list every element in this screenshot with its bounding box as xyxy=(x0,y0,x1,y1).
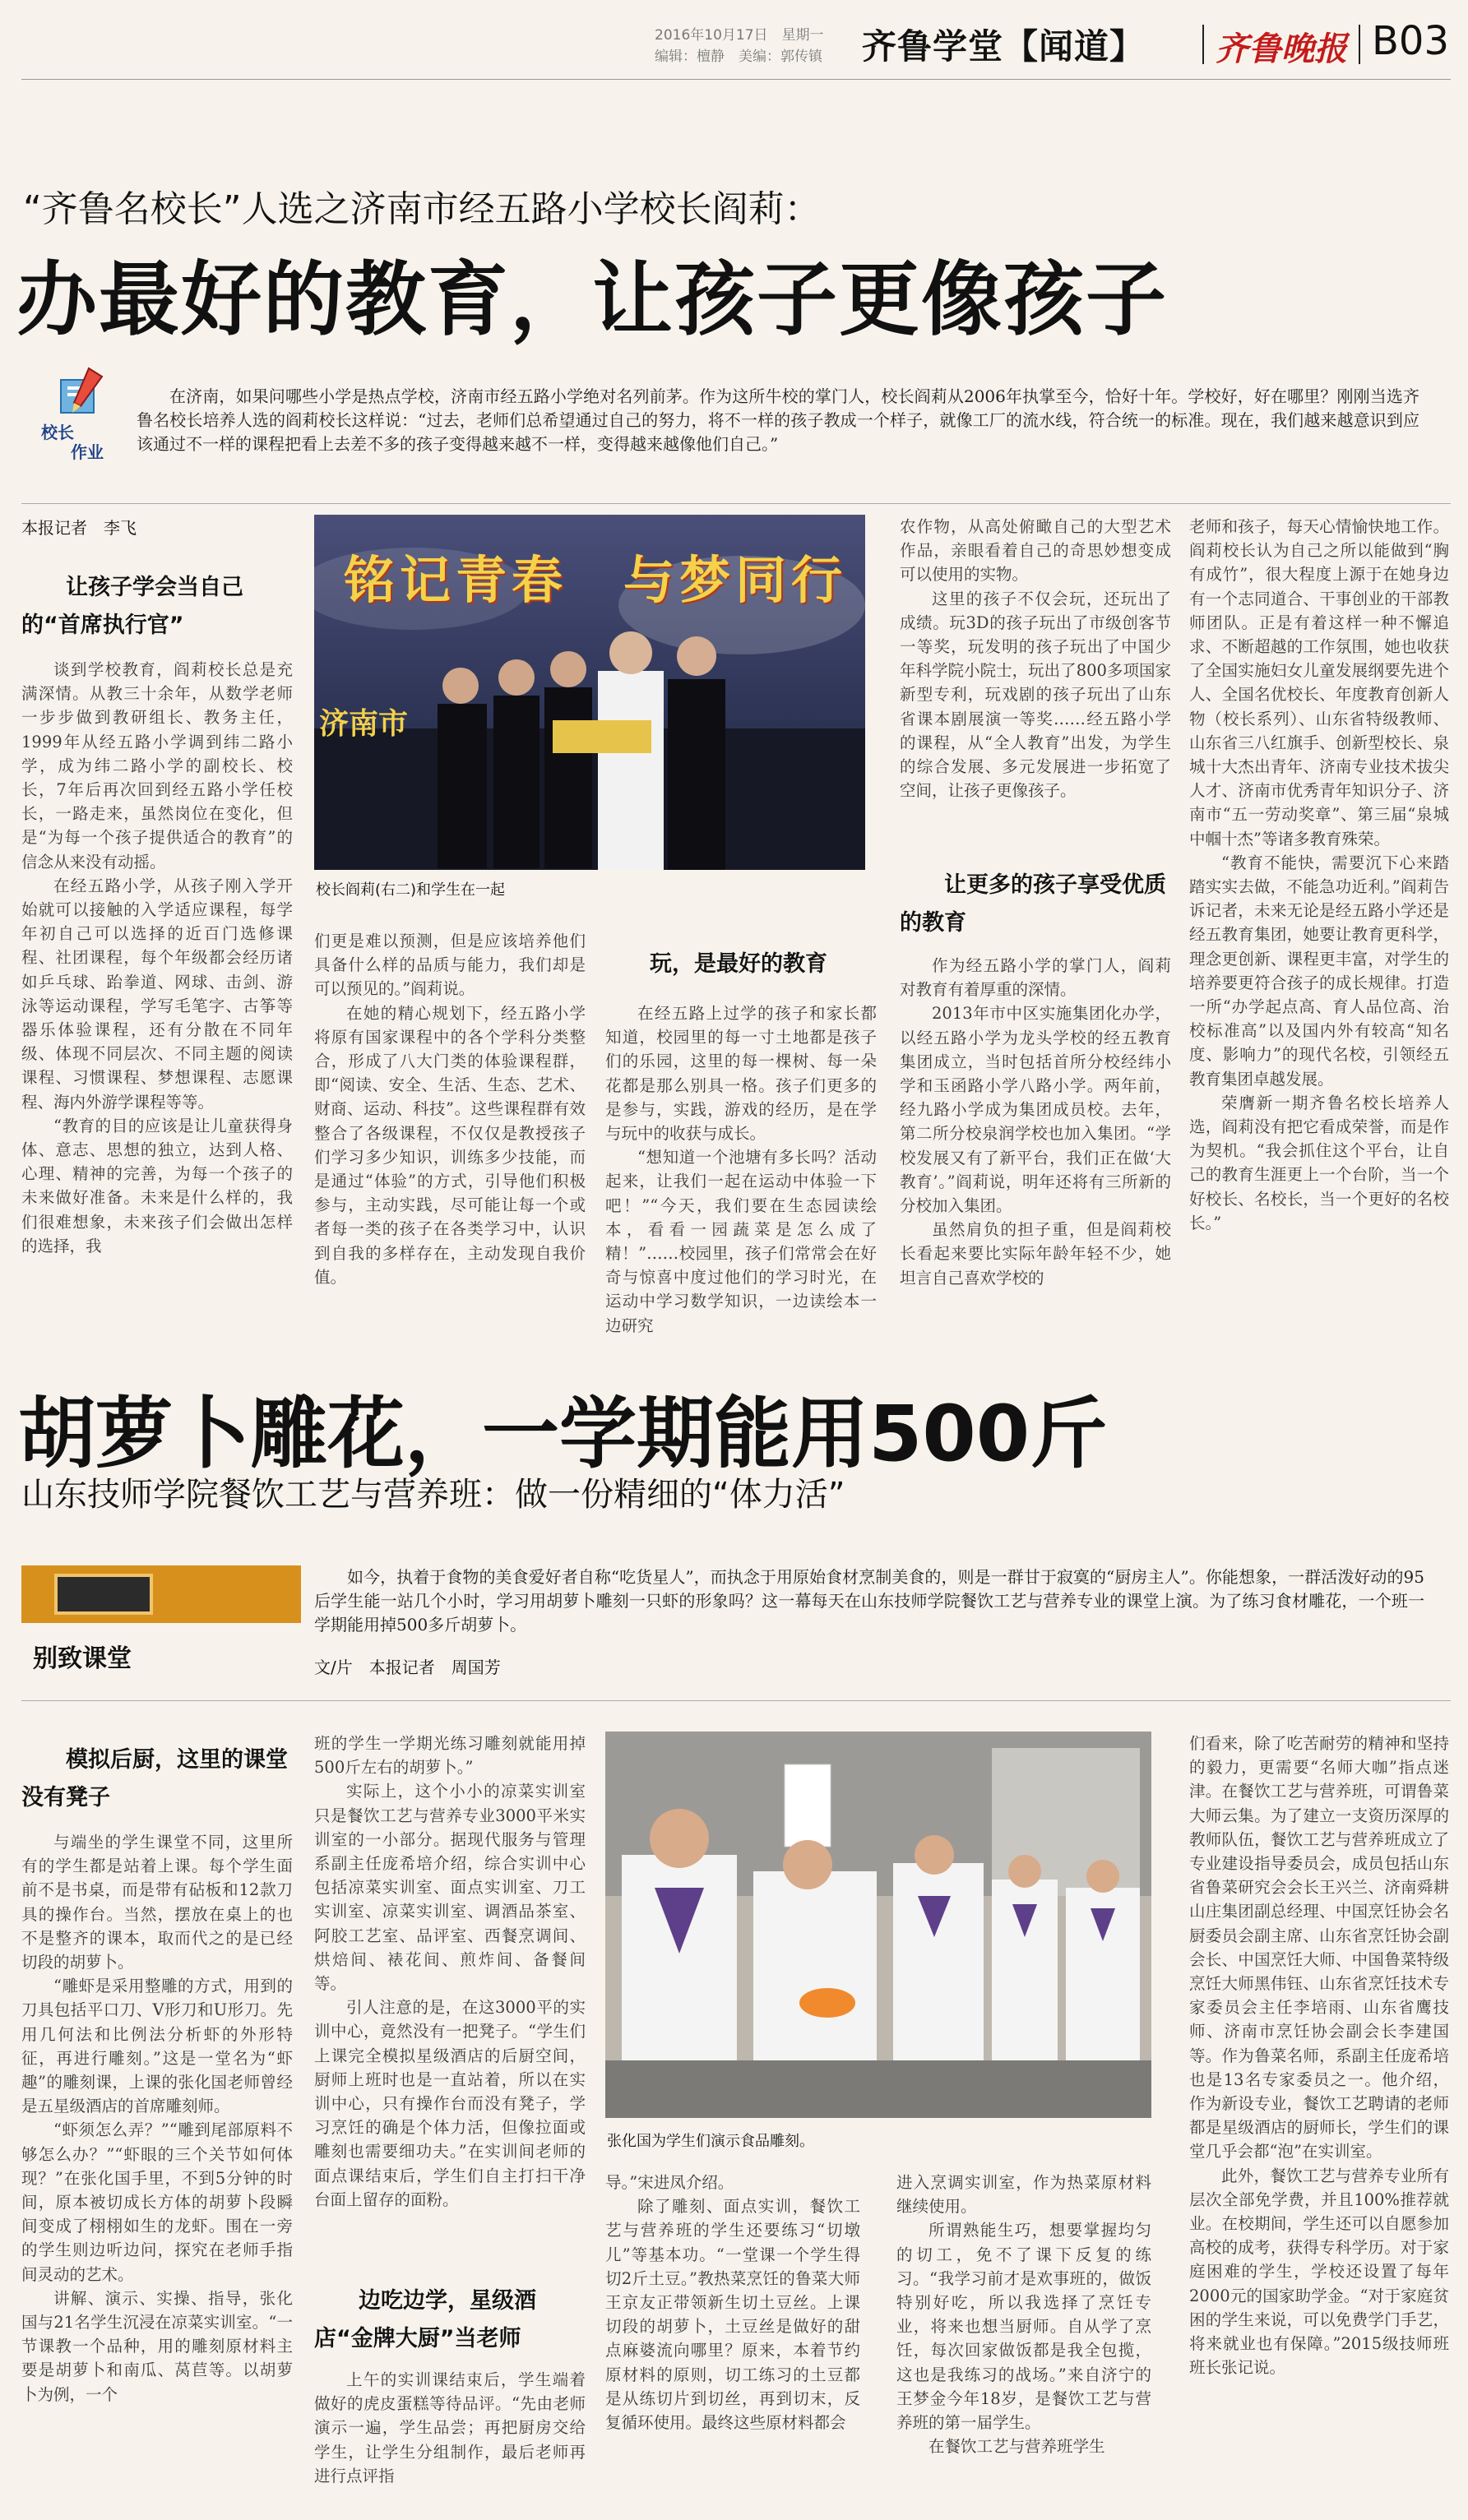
paragraph: 所谓熟能生巧，想要掌握均匀的切工，免不了课下反复的练习。“我学习前才是欢事班的，做饭特别好吃，所以我选择了烹饪专业，将来也想当厨师。自从学了烹饪，每次回家做饭都是我全包揽，这也是我练习的战场。”来自济宁的王梦金今年18岁，是餐饮工艺与营养班的第一届学生。 xyxy=(896,2221,1151,2433)
paragraph: 除了雕刻、面点实训，餐饮工艺与营养班的学生还要练习“切墩儿”等基本功。“一堂课一个学生得切2斤土豆。”教热菜烹饪的鲁菜大师王京友正带领新生切土豆丝。上课切段的胡萝卜，土豆丝是做好的甜点麻婆流向哪里？原来，本着节约原材料的原则，切工练习的土豆都是从练切片到切丝，再到切末，反复循环使用。最终这些原材料都会 xyxy=(605,2197,860,2433)
paragraph: 导。”宋进凤介绍。 xyxy=(605,2173,734,2192)
article2-subheading-1: 模拟后厨，这里的课堂没有凳子 xyxy=(21,1747,288,1810)
article1-column-1 xyxy=(21,658,293,1258)
article2-intro: 如今，执着于食物的美食爱好者自称“吃货星人”，而执念于用原始食材烹制美食的，则是一群甘于寂寞的“厨房主人”。你能想象，一群活泼好动的95后学生能一站几个小时，学习用胡萝卜雕刻一只虾的形象吗？这一幕每天在山东技师学院餐饮工艺与营养专业的课堂上演。为了练习食材雕花，一个班一学期能用掉500多斤胡萝卜。 xyxy=(314,1567,1424,1635)
paragraph: “虾须怎么弄？”“雕到尾部原料不够怎么办？”“虾眼的三个关节如何体现？”在张化国手里，不到5分钟的时间，原本被切成长方体的胡萝卜段瞬间变成了栩栩如生的龙虾。围在一旁的学生则边听边问，探究在老师手指间灵动的艺术。 xyxy=(21,2120,293,2284)
paragraph: 农作物，从高处俯瞰自己的大型艺术作品，亲眼看着自己的奇思妙想变成可以使用的实物。 xyxy=(900,517,1171,585)
article1-column-4b xyxy=(900,954,1171,1290)
paragraph: 作为经五路小学的掌门人，阎莉对教育有着厚重的深情。 xyxy=(900,956,1171,1000)
paragraph: 虽然肩负的担子重，但是阎莉校长看起来要比实际年龄年轻不少，她坦言自己喜欢学校的 xyxy=(900,1220,1171,1288)
masthead-divider xyxy=(1202,25,1204,64)
article2-headline: 胡萝卜雕花，一学期能用500斤 xyxy=(18,1389,1108,1479)
blackboard-icon xyxy=(21,1565,301,1623)
article1-byline: 本报记者 李飞 xyxy=(21,518,137,538)
paragraph: 讲解、演示、实操、指导，张化国与21名学生沉浸在凉菜实训室。“一节课教一个品种，用的雕刻原材料主要是胡萝卜和南瓜、莴苣等。以胡萝卜为例，一个 xyxy=(21,2288,293,2404)
article1-subheading-3: 让更多的孩子享受优质的教育 xyxy=(900,872,1166,936)
article2-column-2 xyxy=(314,1732,586,2212)
paragraph: “雕虾是采用整雕的方式，用到的刀具包括平口刀、V形刀和U形刀。先用几何法和比例法分析虾的外形特征，再进行雕刻。”这是一堂名为“虾趣”的雕刻课，上课的张化国老师曾经是五星级酒店的首席雕刻师。 xyxy=(21,1977,293,2116)
badge-label-homework: 作业 xyxy=(71,442,104,462)
paragraph: 们更是难以预测，但是应该培养他们具备什么样的品质与能力，我们却是可以预见的。”阎莉说。 xyxy=(314,932,586,999)
badge-label-principal: 校长 xyxy=(41,423,74,442)
carving-class-photo xyxy=(605,1732,1151,2118)
paragraph: “教育的目的应该是让儿童获得身体、意志、思想的独立，达到人格、心理、精神的完善，为每一个孩子的未来做好准备。未来是什么样的，我们很难想象，未来孩子们会做出怎样的选择，我 xyxy=(21,1116,293,1255)
article1-kicker: “齐鲁名校长”人选之济南市经五路小学校长阎莉： xyxy=(23,188,821,230)
paragraph: 在她的精心规划下，经五路小学将原有国家课程中的各个学科分类整合，形成了八大门类的体验课程群，即“阅读、安全、生活、生态、艺术、财商、运动、科技”。这些课程群有效整合了各级课程，不仅仅是教授孩子们学习多少知识，训练多少技能，而是通过“体验”的方式，引导他们积极参与，主动实践，尽可能让每一个或者每一类的孩子在各类学习中，认识到自我的多样存在，主动发现自我价值。 xyxy=(314,1003,586,1287)
paragraph: 谈到学校教育，阎莉校长总是充满深情。从教三十余年，从数学老师一步步做到教研组长、教务主任，1999年从经五路小学调到纬二路小学，成为纬二路小学的副校长、校长，7年后再次回到经五路小学任校长，一路走来，虽然岗位在变化，但是“为每一个孩子提供适合的教育”的信念从来没有动摇。 xyxy=(21,660,293,872)
section-title: 齐鲁学堂【闻道】 xyxy=(862,26,1146,67)
article1-headline: 办最好的教育，让孩子更像孩子 xyxy=(16,253,1169,347)
article2-column-4 xyxy=(896,2171,1151,2458)
article1-column-5 xyxy=(1189,515,1449,1235)
photo-banner-2: 济南市 xyxy=(319,707,409,741)
article1-column-4 xyxy=(900,515,1171,802)
paragraph: 进入烹调实训室，作为热菜原材料继续使用。 xyxy=(896,2173,1151,2217)
paragraph: 班的学生一学期光练习雕刻就能用掉500斤左右的胡萝卜。” xyxy=(314,1734,586,1778)
page-number: B03 xyxy=(1372,18,1450,64)
carving-photo-caption: 张化国为学生们演示食品雕刻。 xyxy=(607,2133,814,2150)
masthead-rule xyxy=(21,79,1451,80)
paragraph: 与端坐的学生课堂不同，这里所有的学生都是站着上课。每个学生面前不是书桌，而是带有砧板和12款刀具的操作台。当然，摆放在桌上的也不是整齐的课本，取而代之的是已经切段的胡萝卜。 xyxy=(21,1833,293,1972)
article2-column-2b xyxy=(314,2368,586,2488)
article1-column-2 xyxy=(314,929,586,1289)
badge-label: 别致课堂 xyxy=(33,1644,132,1673)
paragraph: 上午的实训课结束后，学生端着做好的虎皮蛋糕等待品评。“先由老师演示一遍，学生品尝；再把厨房交给学生，让学生分组制作，最后老师再进行点评指 xyxy=(314,2370,586,2485)
principal-homework-badge xyxy=(33,362,123,460)
article1-intro-rule xyxy=(21,503,1451,504)
principal-photo xyxy=(314,515,865,870)
paragraph: 引人注意的是，在这3000平的实训中心，竟然没有一把凳子。“学生们上课完全模拟星级酒店的后厨空间，厨师上班时也是一直站着，所以在实训中心，只有操作台而没有凳子，学习烹饪的确是个体力活，但像拉面或雕刻也需要细功夫。”在实训间老师的面点课结束后，学生们自主打扫干净台面上留存的面粉。 xyxy=(314,1998,586,2209)
paragraph: 荣膺新一期齐鲁名校长培养人选，阎莉没有把它看成荣誉，而是作为契机。“我会抓住这个平台，让自己的教育生涯更上一个台阶，当一个好校长、名校长，当一个更好的名校长。” xyxy=(1189,1093,1449,1232)
article2-column-5 xyxy=(1189,1732,1449,2379)
masthead-editors: 编辑：檀静 美编：郭传镇 xyxy=(655,49,822,65)
article2-intro-rule xyxy=(21,1700,1451,1701)
masthead-date: 2016年10月17日 星期一 xyxy=(655,27,824,44)
article1-subheading-1: 让孩子学会当自己的“首席执行官” xyxy=(21,575,243,638)
paragraph: 2013年市中区实施集团化办学，以经五路小学为龙头学校的经五教育集团成立，当时包括首所分校经纬小学和玉函路小学八路小学。两年前，经九路小学成为集团成员校。去年，第二所分校泉润学校也加入集团。“学校发展又有了新平台，我们正在做‘大教育’。”阎莉说，明年还将有三所新的分校加入集团。 xyxy=(900,1004,1171,1216)
article2-subheading-2: 边吃边学，星级酒店“金牌大厨”当老师 xyxy=(314,2288,536,2351)
masthead-divider-2 xyxy=(1359,25,1360,64)
article2-column-1 xyxy=(21,1830,293,2407)
photo-banner: 铭记青春 与梦同行 xyxy=(344,550,848,610)
paragraph: 在经五路上过学的孩子和家长都知道，校园里的每一寸土地都是孩子们的乐园，这里的每一棵树、每一朵花都是那么别具一格。孩子们更多的是参与，实践，游戏的经历，是在学与玩中的收获与成长。 xyxy=(605,1004,877,1144)
paragraph: 这里的孩子不仅会玩，还玩出了成绩。玩3D的孩子玩出了市级创客节一等奖，玩发明的孩子玩出了中国少年科学院小院士，玩出了800多项国家新型专利，玩戏剧的孩子玩出了山东省课本剧展演一等奖……经五路小学的课程，从“全人教育”出发，为学生的综合发展、多元发展进一步拓宽了空间，让孩子更像孩子。 xyxy=(900,589,1171,801)
article1-subheading-2: 玩，是最好的教育 xyxy=(650,951,827,977)
article1-column-3 xyxy=(605,1001,877,1338)
pencil-icon xyxy=(56,365,105,418)
article2-byline: 文/片 本报记者 周国芳 xyxy=(314,1658,501,1677)
article1-intro: 在济南，如果问哪些小学是热点学校，济南市经五路小学绝对名列前茅。作为这所牛校的掌门人，校长阎莉从2006年执掌至今，恰好十年。学校好，好在哪里？刚刚当选齐鲁名校长培养人选的阎莉校长这样说：“过去，老师们总希望通过自己的努力，将不一样的孩子教成一个样子，就像工厂的流水线，符合统一的标准。现在，我们越来越意识到应该通过不一样的课程把看上去差不多的孩子变得越来越不一样，变得越来越像他们自己。” xyxy=(137,386,1419,454)
photo-scene-graphic xyxy=(605,1732,1151,2118)
paragraph: 老师和孩子，每天心情愉快地工作。阎莉校长认为自己之所以能做到“胸有成竹”，很大程度上源于在她身边有一个志同道合、干事创业的干部教师团队。正是有着这样一种不懈追求、不断超越的工作氛围，她也收获了全国实施妇女儿童发展纲要先进个人、全国名优校长、年度教育创新人物（校长系列）、山东省特级教师、山东省三八红旗手、创新型校长、泉城十大杰出青年、济南专业技术拔尖人才、济南市优秀青年知识分子、济南市“五一劳动奖章”、第三届“泉城中帼十杰”等诸多教育殊荣。 xyxy=(1189,517,1449,848)
paragraph: 实际上，这个小小的凉菜实训室只是餐饮工艺与营养专业3000平米实训室的一小部分。据现代服务与管理系副主任庞希培介绍，综合实训中心包括凉菜实训室、面点实训室、刀工实训室、凉菜实训室、调酒品茶室、阿胶工艺室、品评室、西餐烹调间、烘焙间、裱花间、煎炸间、备餐间等。 xyxy=(314,1782,586,1994)
article2-subhead: 山东技师学院餐饮工艺与营养班：做一份精细的“体力活” xyxy=(21,1476,845,1514)
paragraph: “教育不能快，需要沉下心来踏踏实实去做，不能急功近利。”阎莉告诉记者，未来无论是经五路小学还是经五教育集团，她要让教育更科学，理念更创新、课程更丰富，对学生的培养要更符合孩子的成长规律。打造一所“办学起点高、育人品位高、治校标准高”以及国内外有较高“知名度、影响力”的现代名校，引领经五教育集团卓越发展。 xyxy=(1189,853,1449,1089)
principal-photo-caption: 校长阎莉(右二)和学生在一起 xyxy=(316,881,506,899)
newspaper-logo: 齐鲁晚报 xyxy=(1216,30,1347,68)
paragraph: 此外，餐饮工艺与营养专业所有层次全部免学费，并且100%推荐就业。在校期间，学生还可以自愿参加高校的成考，获得专科学历。对于家庭困难的学生，学校还设置了每年2000元的国家助学金。“对于家庭贫困的学生来说，可以免费学门手艺，将来就业也有保障。”2015级技师班班长张记说。 xyxy=(1189,2166,1449,2378)
paragraph: “想知道一个池塘有多长吗？活动起来，让我们一起在运动中体验一下吧！”“今天，我们要在生态园读绘本，看看一园蔬菜是怎么成了精！”……校园里，孩子们常常会在好奇与惊喜中度过他们的学习时光，在运动中学习数学知识，一边读绘本一边研究 xyxy=(605,1148,877,1335)
paragraph: 在餐饮工艺与营养班学生 xyxy=(928,2437,1105,2457)
paragraph: 们看来，除了吃苦耐劳的精神和坚持的毅力，更需要“名师大咖”指点迷津。在餐饮工艺与营养班，可谓鲁菜大师云集。为了建立一支资历深厚的教师队伍，餐饮工艺与营养班成立了专业建设指导委员会，成员包括山东省鲁菜研究会会长王兴兰、济南舜耕山庄集团副总经理、中国烹饪协会名厨委员会副主席、山东省烹饪协会副会长、中国烹饪大师、中国鲁菜特级烹饪大师黑伟钰、山东省烹饪技术专家委员会主任李培雨、山东省鹰技师、济南市烹饪协会副会长李建国等。作为鲁菜名师，系副主任庞希培也是13名专家委员之一。他介绍，作为新设专业，餐饮工艺聘请的老师都是星级酒店的厨师长，学生们的课堂几乎会都“泡”在实训室。 xyxy=(1189,1734,1449,2162)
article2-column-3 xyxy=(605,2171,860,2434)
paragraph: 在经五路小学，从孩子刚入学开始就可以接触的入学适应课程，每学年初自己可以选择的近百门选修课程、社团课程，每个年级都会经历诸如乒乓球、跆拳道、网球、击剑、游泳等运动课程，学写毛笔字、古筝等器乐体验课程，还有分散在不同年级、体现不同层次、不同主题的阅读课程、习惯课程、梦想课程、志愿课程、海内外游学课程等等。 xyxy=(21,876,293,1112)
special-class-badge xyxy=(21,1565,301,1681)
